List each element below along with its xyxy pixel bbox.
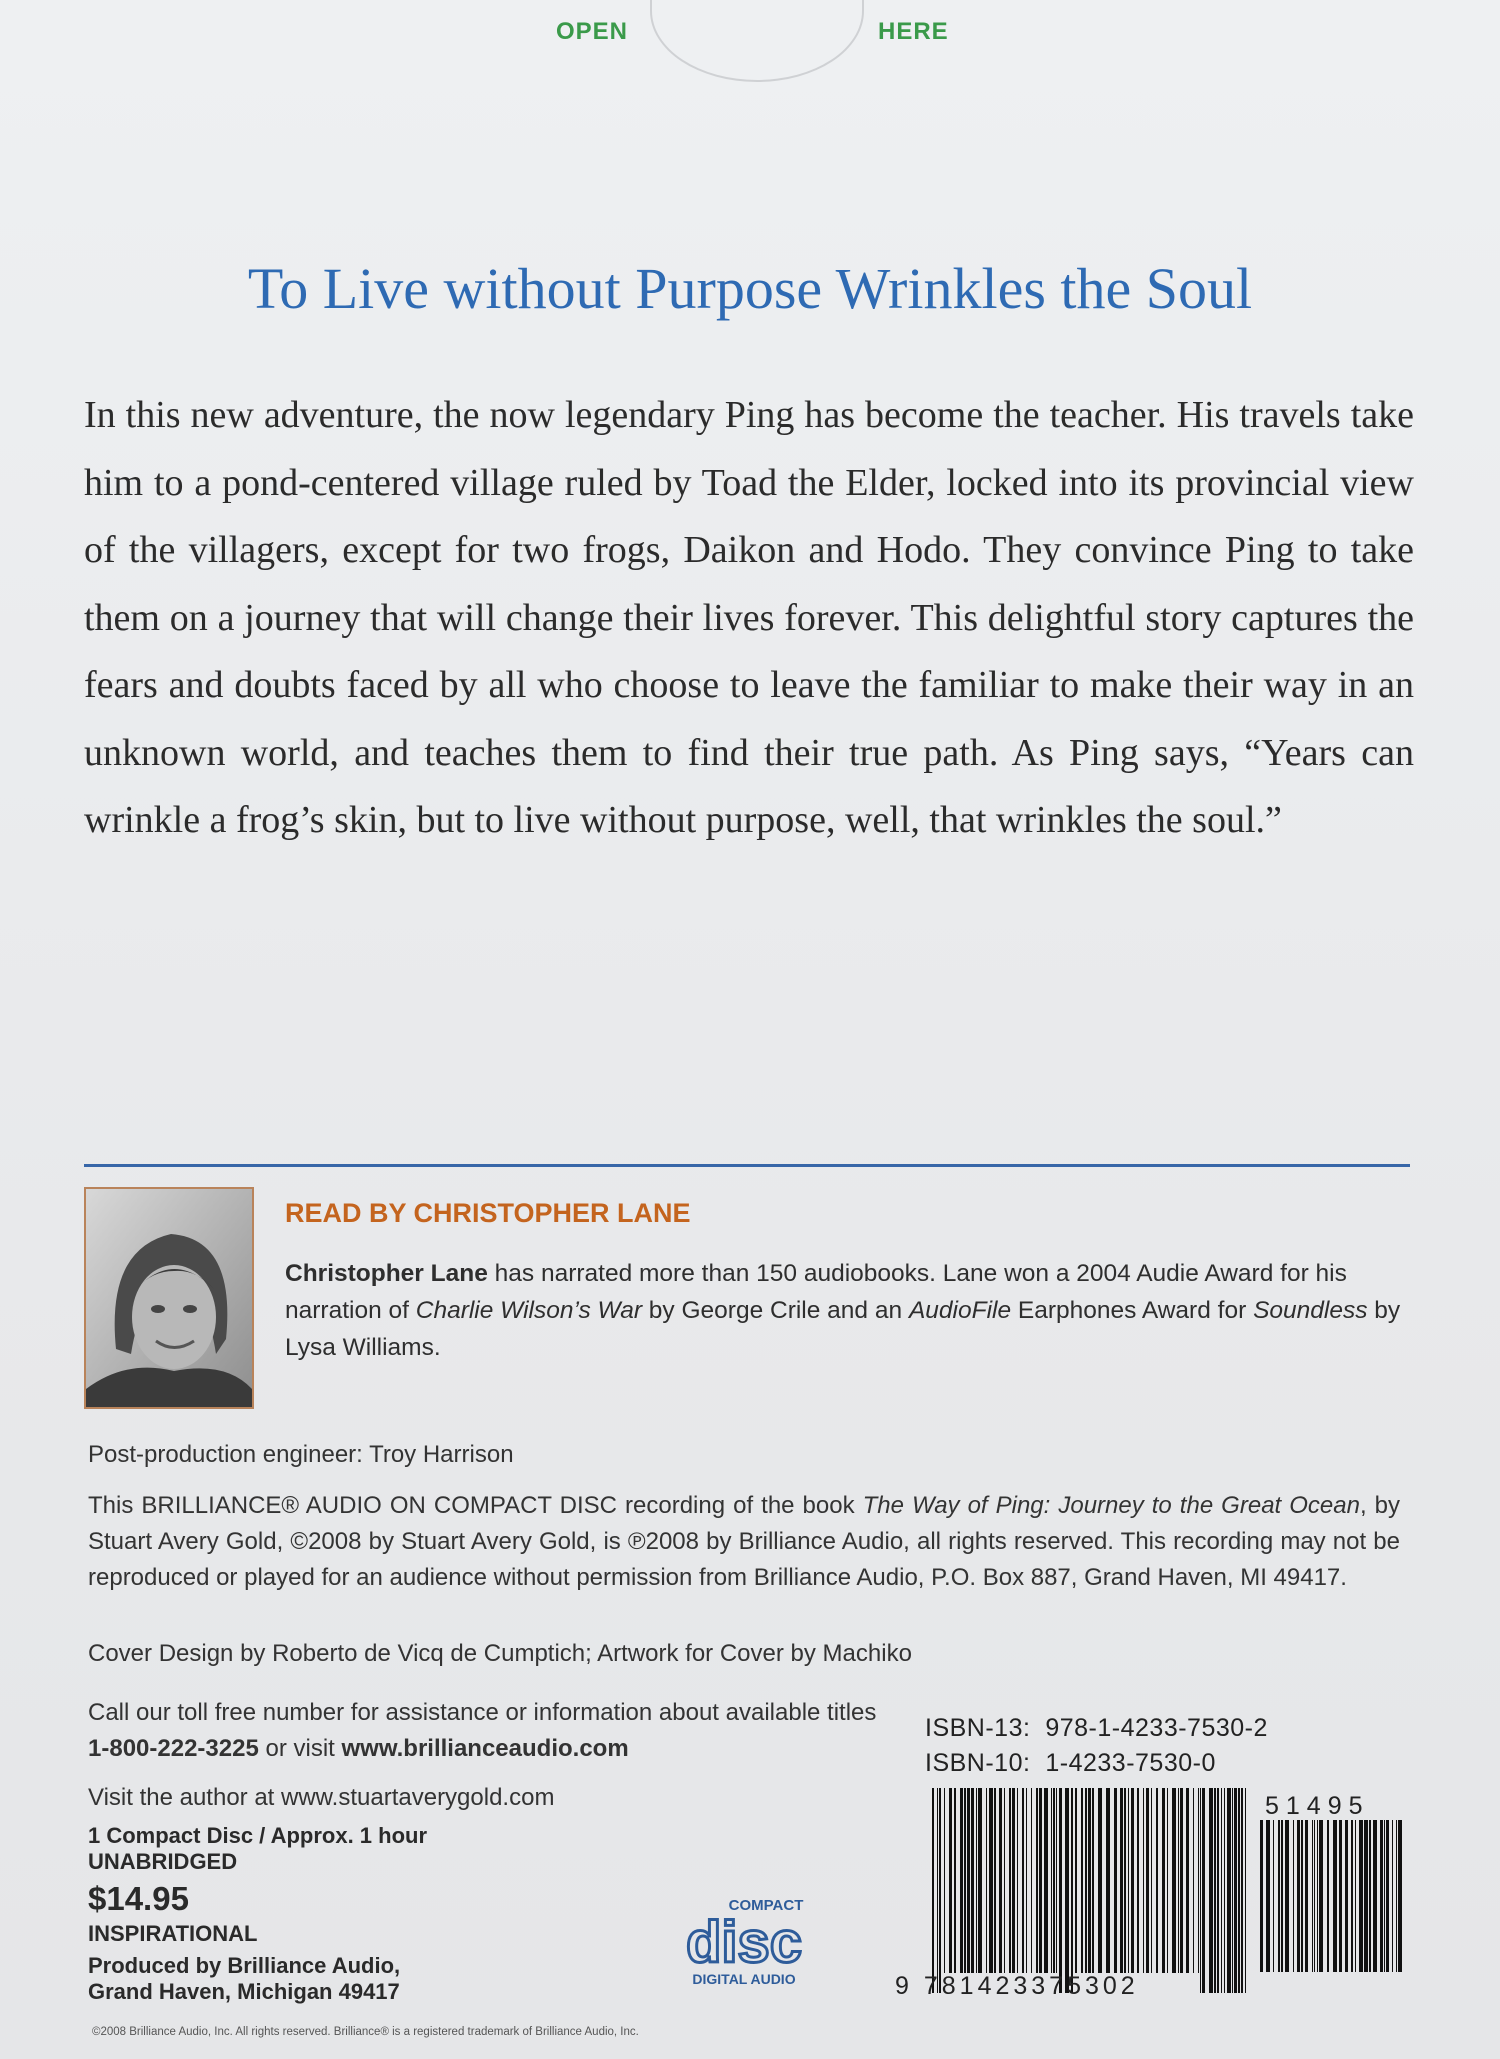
barcode-bar bbox=[1319, 1820, 1323, 1972]
copyright-footer: ©2008 Brilliance Audio, Inc. All rights reserved. Brilliance® is a registered trademark of Brilliance Audio, Inc. bbox=[92, 2026, 639, 2038]
barcode-bar bbox=[1202, 1788, 1205, 1993]
ean-number: 9 781423375302 bbox=[895, 1972, 1139, 2000]
barcode-bar bbox=[1017, 1788, 1018, 1973]
barcode-bar bbox=[1114, 1788, 1117, 1973]
barcode-bar bbox=[964, 1788, 966, 1973]
barcode-bar bbox=[1200, 1788, 1201, 1993]
barcode-bar bbox=[1128, 1788, 1129, 1973]
barcode-bar bbox=[1071, 1788, 1073, 1993]
barcode-bar bbox=[1178, 1788, 1179, 1973]
barcode-bar bbox=[1384, 1820, 1385, 1972]
barcode-bar bbox=[1392, 1820, 1393, 1972]
barcode-bar bbox=[1355, 1820, 1356, 1972]
product-info bbox=[88, 1823, 508, 2005]
barcode-bar bbox=[1012, 1788, 1015, 1973]
narrator-photo bbox=[84, 1187, 254, 1409]
barcode-bar bbox=[967, 1788, 970, 1973]
barcode-bar bbox=[1051, 1788, 1052, 1973]
barcode-bar bbox=[1209, 1788, 1213, 1993]
barcode-bar bbox=[949, 1788, 952, 1973]
barcode-bar bbox=[937, 1788, 938, 1993]
barcode-bar bbox=[1333, 1820, 1337, 1972]
barcode-bar bbox=[989, 1788, 993, 1973]
legal-notice: This BRILLIANCE® AUDIO ON COMPACT DISC recording of the book The Way of Ping: Journey to the Great Ocean, by Stuart Avery Gold, ©2008 by Stuart Avery Gold, is ℗2008 by Brilliance Audio, all rights reserved. This recording may not be reproduced or played for an audience without permission from Brilliance Audio, P.O. Box 887, Grand Haven, MI 49417. bbox=[88, 1492, 1400, 1591]
barcode-bar bbox=[1137, 1788, 1139, 1973]
barcode-bar bbox=[1327, 1820, 1329, 1972]
barcode-bar bbox=[1186, 1788, 1189, 1973]
barcode-bar bbox=[1065, 1788, 1069, 1993]
barcode-bar bbox=[1039, 1788, 1042, 1973]
barcode-bar bbox=[1004, 1788, 1005, 1973]
barcode-bar bbox=[1036, 1788, 1038, 1973]
price: $14.95 bbox=[88, 1880, 189, 1917]
barcode-bar bbox=[1234, 1788, 1237, 1993]
barcode-bar bbox=[1172, 1788, 1176, 1973]
barcode-bar bbox=[1009, 1788, 1011, 1973]
barcode-bar bbox=[1301, 1820, 1303, 1972]
phone-number: 1-800-222-3225 bbox=[88, 1735, 259, 1762]
barcode-bar bbox=[1373, 1820, 1377, 1972]
barcode-bar bbox=[971, 1788, 974, 1973]
barcode-bar bbox=[994, 1788, 996, 1973]
barcode-bar bbox=[1224, 1788, 1225, 1993]
headline: To Live without Purpose Wrinkles the Soul bbox=[247, 256, 1253, 321]
barcode-bar bbox=[978, 1788, 982, 1973]
barcode-bar bbox=[1106, 1788, 1110, 1973]
website-link[interactable]: www.brillianceaudio.com bbox=[341, 1735, 629, 1762]
barcode-bar bbox=[1167, 1788, 1168, 1973]
barcode-bar bbox=[1088, 1788, 1091, 1973]
here-label: HERE bbox=[878, 18, 949, 45]
barcode-bar bbox=[1359, 1820, 1363, 1972]
barcode-bar bbox=[1281, 1820, 1283, 1972]
barcode-bar bbox=[1162, 1788, 1165, 1973]
barcode-bar bbox=[1131, 1788, 1134, 1973]
open-label: OPEN bbox=[556, 18, 629, 45]
barcode-bar bbox=[1053, 1788, 1055, 1973]
svg-text:disc: disc bbox=[685, 1910, 803, 1975]
narrator-name: Christopher Lane bbox=[285, 1260, 488, 1287]
barcode-bar bbox=[1221, 1788, 1222, 1993]
barcode-bar bbox=[1124, 1788, 1126, 1973]
barcode-bar bbox=[1151, 1788, 1152, 1973]
barcode-bar bbox=[1085, 1788, 1087, 1973]
barcode-bar bbox=[1380, 1820, 1383, 1972]
barcode-bar bbox=[1314, 1820, 1315, 1972]
barcode-bar bbox=[1217, 1788, 1219, 1993]
barcode-bar bbox=[999, 1788, 1002, 1973]
barcode-bar bbox=[1345, 1820, 1348, 1972]
barcode-bar bbox=[1098, 1788, 1102, 1973]
open-tab-cutout[interactable] bbox=[650, 0, 864, 82]
barcode-bar bbox=[1120, 1788, 1123, 1973]
category: INSPIRATIONAL bbox=[88, 1921, 258, 1946]
price-code: 51495 bbox=[1265, 1792, 1370, 1820]
barcode-bar bbox=[1193, 1788, 1194, 1973]
barcode-bar bbox=[1396, 1820, 1397, 1972]
compact-disc-logo bbox=[668, 1896, 820, 1990]
barcode-bar bbox=[954, 1788, 956, 1973]
barcode-bar bbox=[1232, 1788, 1233, 1993]
divider bbox=[84, 1164, 1410, 1167]
barcode-bar bbox=[1146, 1788, 1149, 1973]
barcode-bar bbox=[1241, 1788, 1243, 1993]
barcode-bar bbox=[1339, 1820, 1342, 1972]
barcode-bar bbox=[939, 1788, 941, 1993]
edition: UNABRIDGED bbox=[88, 1849, 238, 1874]
barcode-bar bbox=[1297, 1820, 1300, 1972]
barcode-bar bbox=[1198, 1788, 1199, 1973]
barcode-bar bbox=[932, 1788, 934, 1993]
barcode-bar bbox=[1278, 1820, 1280, 1972]
producer-line-2: Grand Haven, Michigan 49417 bbox=[88, 1979, 400, 2004]
barcode-bar bbox=[1317, 1820, 1318, 1972]
author-site: Visit the author at www.stuartaverygold.com bbox=[88, 1784, 555, 1811]
barcode-bar bbox=[1245, 1788, 1246, 1993]
barcode-bar bbox=[1285, 1820, 1289, 1972]
barcode-bar bbox=[1398, 1820, 1402, 1972]
barcode-bar bbox=[1273, 1820, 1274, 1972]
barcode-bar bbox=[1293, 1820, 1294, 1972]
book-title: The Way of Ping: Journey to the Great Ocean bbox=[862, 1492, 1360, 1519]
barcode-bar bbox=[1059, 1788, 1062, 1993]
barcode-bar bbox=[1180, 1788, 1183, 1973]
barcode-bar bbox=[976, 1788, 977, 1973]
barcode-bar bbox=[1260, 1820, 1263, 1972]
barcode-bar bbox=[960, 1788, 963, 1973]
barcode-bar bbox=[1031, 1788, 1032, 1973]
cover-credit: Cover Design by Roberto de Vicq de Cumptich; Artwork for Cover by Machiko bbox=[88, 1640, 912, 1667]
barcode-bar bbox=[1266, 1820, 1270, 1972]
barcode-bar bbox=[1143, 1788, 1144, 1973]
barcode-bar bbox=[1044, 1788, 1048, 1973]
barcode-bar bbox=[1214, 1788, 1216, 1993]
svg-text:COMPACT: COMPACT bbox=[728, 1897, 804, 1914]
contact-info: Call our toll free number for assistance or information about available titles 1-800-222-3225 or visit www.brillianceaudio.com bbox=[88, 1699, 877, 1762]
barcode-bar bbox=[1022, 1788, 1024, 1973]
barcode-bar bbox=[944, 1788, 945, 1973]
barcode-bar bbox=[1238, 1788, 1240, 1993]
price-barcode bbox=[1258, 1820, 1408, 1992]
isbn-13: ISBN-13: 978-1-4233-7530-2 bbox=[925, 1714, 1268, 1742]
producer-line-1: Produced by Brilliance Audio, bbox=[88, 1953, 401, 1978]
isbn-10: ISBN-10: 1-4233-7530-0 bbox=[925, 1749, 1216, 1777]
barcode-bar bbox=[1156, 1788, 1158, 1973]
format: 1 Compact Disc / Approx. 1 hour bbox=[88, 1823, 428, 1848]
isbn-barcode bbox=[930, 1788, 1250, 1993]
svg-text:DIGITAL AUDIO: DIGITAL AUDIO bbox=[692, 1971, 796, 1987]
barcode-bar bbox=[1081, 1788, 1083, 1973]
barcode-bar bbox=[1227, 1788, 1231, 1993]
barcode-bar bbox=[1351, 1820, 1353, 1972]
barcode-bar bbox=[1386, 1820, 1389, 1972]
description: In this new adventure, the now legendary Ping has become the teacher. His travels take him to a pond-centered village ruled by Toad the Elder, locked into its provincial view of the villagers, except for two frogs, Daikon and Hodo. They convince Ping to take them on a journey that will change their lives forever. This delightful story captures the fears and doubts faced by all who choose to leave the familiar to make their way in an unknown world, and teaches them to find their true path. As Ping says, “Years can wrinkle a frog’s skin, but to live without purpose, well, that wrinkles the soul.” bbox=[84, 394, 1414, 841]
barcode-bar bbox=[1364, 1820, 1368, 1972]
narrator-bio: Christopher Lane has narrated more than 150 audiobooks. Lane won a 2004 Audie Award for his narration of Charlie Wilson’s War by George Crile and an AudioFile Earphones Award for Soundless by Lysa Williams. bbox=[285, 1260, 1401, 1361]
barcode-bar bbox=[1075, 1788, 1077, 1973]
engineer-credit: Post-production engineer: Troy Harrison bbox=[88, 1441, 514, 1468]
barcode-bar bbox=[1305, 1820, 1308, 1972]
barcode-bar bbox=[1312, 1820, 1313, 1972]
barcode-bar bbox=[1056, 1788, 1057, 1973]
barcode-bar bbox=[1026, 1788, 1027, 1973]
barcode-bar bbox=[1369, 1820, 1371, 1972]
barcode-bar bbox=[986, 1788, 987, 1973]
barcode-bar bbox=[1092, 1788, 1094, 1973]
narrator-heading: READ BY CHRISTOPHER LANE bbox=[285, 1198, 691, 1228]
